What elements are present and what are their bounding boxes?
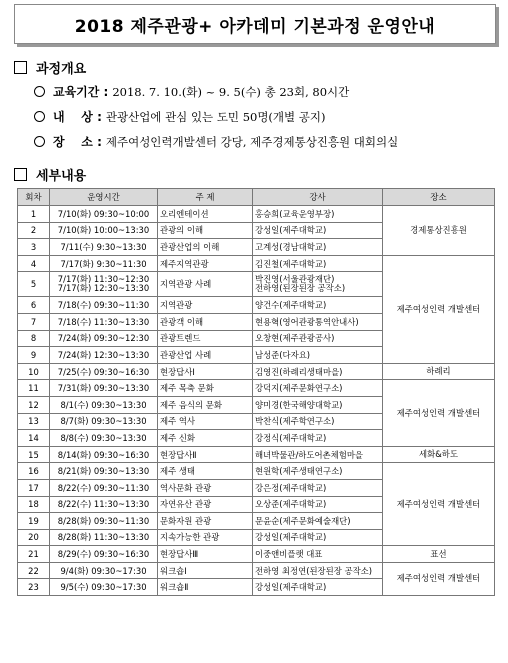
- cell-no: 23: [18, 579, 50, 596]
- cell-speaker-line: 전하영(된장된장 공작소): [255, 283, 346, 294]
- table-row: [18, 255, 495, 272]
- cell-place: 경제통상진흥원: [383, 206, 495, 256]
- cell-no: 16: [18, 463, 50, 480]
- cell-time: 7/11(수) 9:30~13:30: [50, 239, 158, 256]
- schedule-table: [17, 188, 495, 596]
- cell-speaker: 김진철(제주대학교): [253, 255, 383, 272]
- cell-no: 13: [18, 413, 50, 430]
- cell-time: 7/18(수) 09:30~11:30: [50, 297, 158, 314]
- cell-speaker: 강성일(제주대학교): [253, 579, 383, 596]
- overview-label: 장 소 :: [53, 135, 102, 149]
- cell-time: 8/1(수) 09:30~13:30: [50, 396, 158, 413]
- cell-speaker: 강성일(제주대학교): [253, 529, 383, 546]
- overview-label: 교육기간 :: [53, 85, 109, 99]
- circle-bullet-icon: [34, 111, 45, 122]
- cell-topic: 워크숍Ⅱ: [158, 579, 253, 596]
- cell-no: 21: [18, 546, 50, 563]
- cell-time: 7/10(화) 09:30~10:00: [50, 206, 158, 223]
- cell-topic: 관광의 이해: [158, 222, 253, 239]
- section-overview-heading: [14, 58, 86, 77]
- cell-place: 세화&하도: [383, 446, 495, 463]
- table-row: [18, 363, 495, 380]
- cell-place: 제주여성인력 개발센터: [383, 380, 495, 446]
- cell-time: 8/14(화) 09:30~16:30: [50, 446, 158, 463]
- cell-topic: 지역관광: [158, 297, 253, 314]
- table-header-row: [18, 189, 495, 206]
- cell-speaker: 강덕지(제주문화연구소): [253, 380, 383, 397]
- cell-speaker: 이중앤비플랫 대표: [253, 546, 383, 563]
- cell-no: 19: [18, 513, 50, 530]
- square-bullet-icon: [14, 61, 27, 74]
- cell-no: 4: [18, 255, 50, 272]
- cell-topic: 관광산업의 이해: [158, 239, 253, 256]
- cell-speaker: 해녀박물관/하도어촌체험마을: [253, 446, 383, 463]
- cell-time: 8/7(화) 09:30~13:30: [50, 413, 158, 430]
- cell-time: 8/8(수) 09:30~13:30: [50, 430, 158, 447]
- cell-speaker: 전하영 최정연(된장된장 공작소): [253, 562, 383, 579]
- cell-speaker: 오창현(제주관광공사): [253, 330, 383, 347]
- cell-speaker: 김영진(하례리생태마을): [253, 363, 383, 380]
- cell-topic: 제주 음식의 문화: [158, 396, 253, 413]
- table-row: [18, 463, 495, 480]
- cell-time: 7/10(화) 10:00~13:30: [50, 222, 158, 239]
- cell-time-line: 7/17(화) 12:30~13:30: [57, 283, 150, 294]
- cell-speaker-line: 박진영(서울관광재단): [255, 273, 335, 284]
- section-title: 과정개요: [36, 62, 87, 77]
- cell-speaker: 양미경(한국해양대학교): [253, 396, 383, 413]
- cell-no: 17: [18, 479, 50, 496]
- cell-no: 6: [18, 297, 50, 314]
- cell-topic: 관광객 이해: [158, 313, 253, 330]
- cell-place: 하례리: [383, 363, 495, 380]
- cell-speaker: 고계성(경남대학교): [253, 239, 383, 256]
- table-row: [18, 546, 495, 563]
- cell-no: 2: [18, 222, 50, 239]
- cell-time: 9/5(수) 09:30~17:30: [50, 579, 158, 596]
- cell-time: 8/28(화) 11:30~13:30: [50, 529, 158, 546]
- overview-location: [34, 133, 398, 150]
- cell-place: 제주여성인력 개발센터: [383, 562, 495, 595]
- header-no: 회차: [18, 189, 50, 206]
- cell-time: 7/17(화) 9:30~11:30: [50, 255, 158, 272]
- cell-speaker: 강정식(제주대학교): [253, 430, 383, 447]
- cell-speaker: 홍승희(교육운영부장): [253, 206, 383, 223]
- cell-topic: 문화자원 관광: [158, 513, 253, 530]
- cell-no: 7: [18, 313, 50, 330]
- cell-no: 8: [18, 330, 50, 347]
- cell-topic: 역사문화 관광: [158, 479, 253, 496]
- cell-no: 14: [18, 430, 50, 447]
- cell-time: [50, 272, 158, 297]
- cell-time: 7/31(화) 09:30~13:30: [50, 380, 158, 397]
- table-row: [18, 562, 495, 579]
- table-row: [18, 380, 495, 397]
- title-banner: [14, 4, 496, 44]
- cell-no: 15: [18, 446, 50, 463]
- cell-time: 7/24(화) 09:30~12:30: [50, 330, 158, 347]
- header-time: 운영시간: [50, 189, 158, 206]
- cell-no: 10: [18, 363, 50, 380]
- cell-no: 5: [18, 272, 50, 297]
- header-topic: 주 제: [158, 189, 253, 206]
- cell-no: 18: [18, 496, 50, 513]
- cell-topic: 제주 신화: [158, 430, 253, 447]
- cell-speaker: 문윤순(제주문화예술재단): [253, 513, 383, 530]
- cell-time: 7/24(화) 12:30~13:30: [50, 347, 158, 364]
- cell-speaker: 양건수(제주대학교): [253, 297, 383, 314]
- cell-no: 1: [18, 206, 50, 223]
- cell-time-line: 7/17(화) 11:30~12:30: [57, 273, 150, 284]
- overview-label: 내 상 :: [53, 110, 102, 124]
- circle-bullet-icon: [34, 86, 45, 97]
- cell-place: 표선: [383, 546, 495, 563]
- cell-no: 11: [18, 380, 50, 397]
- cell-time: 7/25(수) 09:30~16:30: [50, 363, 158, 380]
- circle-bullet-icon: [34, 136, 45, 147]
- cell-speaker: 박찬식(제주학연구소): [253, 413, 383, 430]
- cell-time: 9/4(화) 09:30~17:30: [50, 562, 158, 579]
- header-place: 장소: [383, 189, 495, 206]
- cell-place: 제주여성인력 개발센터: [383, 255, 495, 363]
- section-details-heading: [14, 165, 86, 184]
- overview-period: [34, 83, 349, 100]
- cell-speaker: 강성일(제주대학교): [253, 222, 383, 239]
- overview-value: 제주여성인력개발센터 강당, 제주경제통상진흥원 대회의실: [105, 134, 399, 149]
- cell-no: 3: [18, 239, 50, 256]
- header-speaker: 강사: [253, 189, 383, 206]
- cell-time: 7/18(수) 11:30~13:30: [50, 313, 158, 330]
- square-bullet-icon: [14, 168, 27, 181]
- cell-place: 제주여성인력 개발센터: [383, 463, 495, 546]
- table-row: [18, 206, 495, 223]
- table-row: [18, 446, 495, 463]
- section-title: 세부내용: [36, 169, 87, 184]
- page-title: 2018 제주관광+ 아카데미 기본과정 운영안내: [74, 16, 436, 37]
- cell-topic: 현장답사Ⅱ: [158, 446, 253, 463]
- cell-topic: 관광트렌드: [158, 330, 253, 347]
- overview-value: 관광산업에 관심 있는 도민 50명(개별 공지): [105, 109, 326, 124]
- cell-speaker: 현용혁(영어관광통역안내사): [253, 313, 383, 330]
- cell-time: 8/22(수) 11:30~13:30: [50, 496, 158, 513]
- cell-time: 8/21(화) 09:30~13:30: [50, 463, 158, 480]
- overview-value: 2018. 7. 10.(화) ~ 9. 5(수) 총 23회, 80시간: [112, 84, 350, 99]
- cell-time: 8/22(수) 09:30~11:30: [50, 479, 158, 496]
- cell-no: 12: [18, 396, 50, 413]
- cell-topic: 오리엔테이션: [158, 206, 253, 223]
- cell-topic: 제주 목축 문화: [158, 380, 253, 397]
- cell-topic: 워크숍Ⅰ: [158, 562, 253, 579]
- cell-topic: 지속가능한 관광: [158, 529, 253, 546]
- overview-target: [34, 108, 326, 125]
- cell-topic: 자연유산 관광: [158, 496, 253, 513]
- cell-no: 20: [18, 529, 50, 546]
- cell-speaker: 오상준(제주대학교): [253, 496, 383, 513]
- cell-speaker: 강은정(제주대학교): [253, 479, 383, 496]
- cell-topic: 제주 생태: [158, 463, 253, 480]
- cell-no: 22: [18, 562, 50, 579]
- cell-topic: 현장답사Ⅲ: [158, 546, 253, 563]
- cell-topic: 제주지역관광: [158, 255, 253, 272]
- cell-topic: 현장답사Ⅰ: [158, 363, 253, 380]
- cell-topic: 제주 역사: [158, 413, 253, 430]
- cell-topic: 지역관광 사례: [158, 272, 253, 297]
- cell-speaker: 남성준(다자요): [253, 347, 383, 364]
- cell-time: 8/28(화) 09:30~11:30: [50, 513, 158, 530]
- cell-topic: 관광산업 사례: [158, 347, 253, 364]
- cell-time: 8/29(수) 09:30~16:30: [50, 546, 158, 563]
- cell-speaker: 현원학(제주생태연구소): [253, 463, 383, 480]
- cell-no: 9: [18, 347, 50, 364]
- cell-speaker: [253, 272, 383, 297]
